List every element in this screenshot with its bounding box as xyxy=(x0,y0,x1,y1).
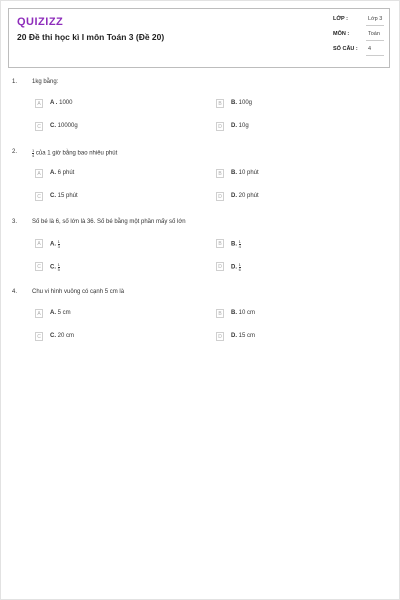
option-letter: C. xyxy=(50,123,56,129)
class-underline xyxy=(366,25,384,26)
question-text: Chu vi hình vuông có cạnh 5 cm là xyxy=(32,289,125,295)
fraction xyxy=(58,240,60,248)
option-letter: C. xyxy=(50,333,56,339)
question-number: 1. xyxy=(12,79,18,85)
option-box[interactable]: B xyxy=(216,309,224,318)
count-label: SỐ CÂU : xyxy=(333,46,358,52)
option-box[interactable]: D xyxy=(216,192,224,201)
fraction-numerator: 1 xyxy=(238,262,241,267)
option-box[interactable]: B xyxy=(216,239,224,248)
option-box[interactable]: D xyxy=(216,262,224,271)
option-text: 15 cm xyxy=(238,333,256,339)
fraction-denominator: 6 xyxy=(238,266,241,272)
option-letter: B. xyxy=(231,170,237,176)
class-value: Lớp 3 xyxy=(368,16,383,22)
option-text: 20 phút xyxy=(238,193,259,199)
fraction-denominator: 4 xyxy=(32,152,35,158)
option-text: 10 phút xyxy=(238,170,259,176)
option-letter: B. xyxy=(231,241,237,248)
fraction-numerator: 1 xyxy=(57,262,60,267)
count-underline xyxy=(366,55,384,56)
option-letter: D. xyxy=(231,123,237,129)
subject-underline xyxy=(366,40,384,41)
question-number: 3. xyxy=(12,219,18,225)
fraction-numerator: 1 xyxy=(32,148,35,153)
option-box[interactable]: A xyxy=(35,309,43,318)
subject-label: MÔN : xyxy=(333,31,350,37)
fraction-denominator: 3 xyxy=(57,243,60,249)
option-letter: A. xyxy=(50,170,56,176)
option-text: 20 cm xyxy=(57,333,75,339)
option-box[interactable]: C xyxy=(35,262,43,271)
option-box[interactable]: C xyxy=(35,192,43,201)
fraction xyxy=(58,263,60,271)
option-letter: D. xyxy=(231,264,237,271)
option-box[interactable]: C xyxy=(35,122,43,131)
worksheet-title: 20 Đề thi học kì I môn Toán 3 (Đề 20) xyxy=(17,32,165,42)
option-box[interactable]: B xyxy=(216,169,224,178)
subject-value: Toán xyxy=(368,31,380,37)
option-letter: A. xyxy=(50,241,56,248)
option-box[interactable]: D xyxy=(216,122,224,131)
option-letter: C. xyxy=(50,193,56,199)
option-letter: C. xyxy=(50,264,56,271)
option-box[interactable]: A xyxy=(35,99,43,108)
question-text: 1kg bằng: xyxy=(32,79,59,85)
fraction xyxy=(32,149,34,157)
option-letter: D. xyxy=(231,333,237,339)
question-number: 2. xyxy=(12,149,18,155)
option-letter: D. xyxy=(231,193,237,199)
option-box[interactable]: B xyxy=(216,99,224,108)
option-letter: B. xyxy=(231,310,237,316)
option-text: 10000g xyxy=(57,123,78,129)
class-label: LỚP : xyxy=(333,16,348,22)
fraction xyxy=(239,263,241,271)
worksheet-header xyxy=(8,8,390,68)
fraction-numerator: 1 xyxy=(57,239,60,244)
option-box[interactable]: A xyxy=(35,169,43,178)
fraction-numerator: 1 xyxy=(238,239,241,244)
option-text: 5 cm xyxy=(57,310,71,316)
question-text: của 1 giờ bằng bao nhiêu phút xyxy=(35,150,118,157)
option-text: 1000 xyxy=(59,100,73,106)
fraction xyxy=(239,240,241,248)
option-text: 10g xyxy=(238,123,249,129)
fraction-denominator: 4 xyxy=(238,243,241,249)
option-box[interactable]: D xyxy=(216,332,224,341)
question-text: Số bé là 6, số lớn là 36. Số bé bằng một phần mấy số lớn xyxy=(32,219,186,225)
option-box[interactable]: A xyxy=(35,239,43,248)
quizizz-logo: QUIZIZZ xyxy=(17,16,64,28)
fraction-denominator: 5 xyxy=(57,266,60,272)
option-box[interactable]: C xyxy=(35,332,43,341)
option-letter: A . xyxy=(50,100,58,106)
option-letter: B. xyxy=(231,100,237,106)
option-text: 100g xyxy=(238,100,253,106)
option-text: 15 phút xyxy=(57,193,78,199)
option-letter: A. xyxy=(50,310,56,316)
question-number: 4. xyxy=(12,289,18,295)
option-text: 6 phút xyxy=(57,170,75,176)
option-text: 10 cm xyxy=(238,310,256,316)
count-value: 4 xyxy=(368,46,372,52)
